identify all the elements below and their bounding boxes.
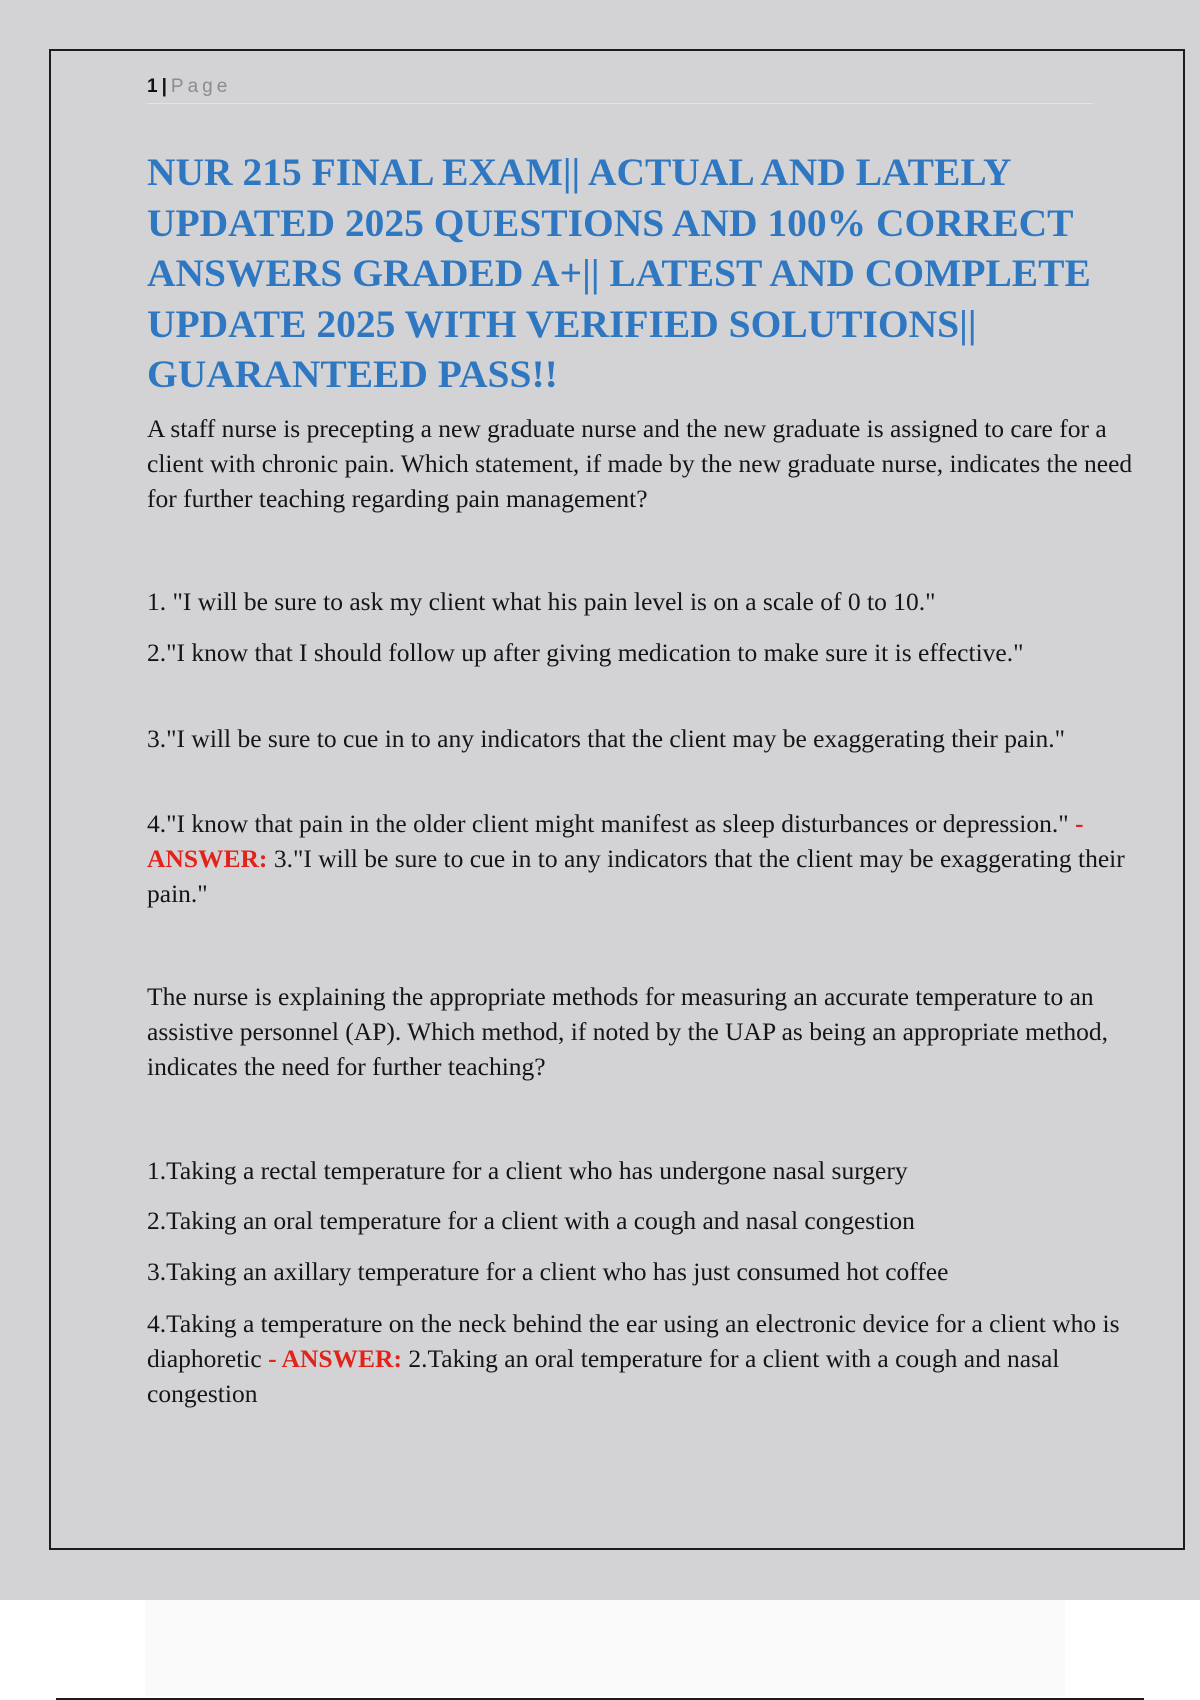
answer-text: 3."I will be sure to cue in to any indicators that the client may be exaggerating their pain." [147,844,1125,908]
question-2-option-3: 3.Taking an axillary temperature for a client who has just consumed hot coffee [147,1257,949,1286]
answer-text: 2.Taking an oral temperature for a client with a cough and nasal congestion [147,1344,1060,1408]
page-label: Page [170,76,232,97]
question-2-option-4 [147,1306,1137,1411]
document-title: NUR 215 FINAL EXAM|| ACTUAL AND LATELY UPDATED 2025 QUESTIONS AND 100% CORRECT ANSWERS GRADED A+|| LATEST AND COMPLETE UPDATE 2025 WITH VERIFIED SOLUTIONS|| GUARANTEED PASS!! [147,150,1091,396]
question-1-option-4 [147,806,1137,911]
question-1-option-2: 2."I know that I should follow up after giving medication to make sure it is effective." [147,638,1024,667]
page-header [147,75,1093,104]
question-1-option-3: 3."I will be sure to cue in to any indicators that the client may be exaggerating their pain." [147,724,1065,753]
question-1-option-1: 1. "I will be sure to ask my client what his pain level is on a scale of 0 to 10." [147,587,936,616]
page-border [49,49,1185,1550]
answer-label: - ANSWER: [147,809,1084,873]
option-text: 4."I know that pain in the older client might manifest as sleep disturbances or depression." [147,809,1069,838]
page-separator: | [161,76,167,97]
question-1-stem: A staff nurse is precepting a new graduate nurse and the new graduate is assigned to care for a client with chronic pain. Which statement, if made by the new graduate nurse, indicates the need for further teaching regarding pain management? [147,414,1133,513]
question-2-option-1: 1.Taking a rectal temperature for a client who has undergone nasal surgery [147,1156,908,1185]
question-2-stem: The nurse is explaining the appropriate methods for measuring an accurate temperature to an assistive personnel (AP). Which method, if noted by the UAP as being an appropriate method, indicates the need for further teaching? [147,982,1109,1081]
page-number: 1 [147,76,158,97]
option-text: 4.Taking a temperature on the neck behind the ear using an electronic device for a client who is diaphoretic [147,1309,1120,1373]
next-page-preview [145,1600,1065,1696]
answer-label: - ANSWER: [261,1344,402,1373]
question-2-option-2: 2.Taking an oral temperature for a client with a cough and nasal congestion [147,1206,915,1235]
